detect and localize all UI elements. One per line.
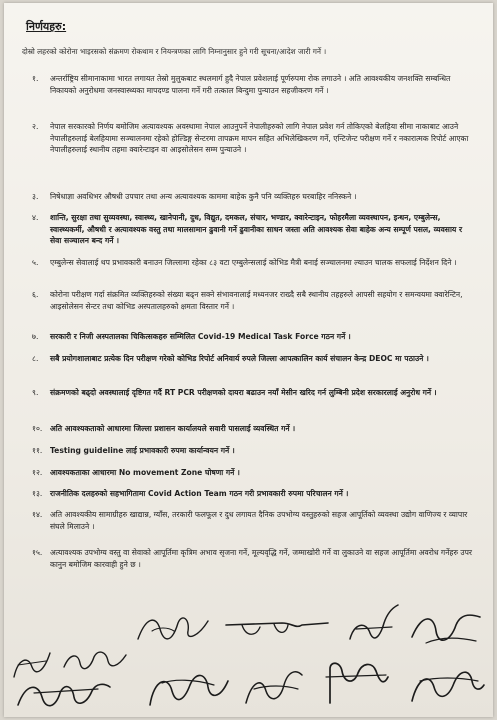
decision-number: १३. [32, 489, 43, 498]
decision-text: अति आवश्यकताको आधारमा जिल्ला प्रशासन कार्यालयले सवारी पासलाई व्यवस्थित गर्ने । [50, 424, 296, 433]
decision-item-6 [32, 289, 476, 312]
intro-paragraph: दोस्रो लहरको कोरोना भाइरसको संक्रमण रोकथाम र नियन्त्रणका लागि निम्नानुसार हुने गरी सूचना/आदेश जारी गर्ने । [22, 47, 327, 56]
decision-number: १५. [32, 548, 43, 557]
decision-number: २. [32, 122, 39, 131]
decision-text: अति आवश्यकीय सामाग्रीहरु खाद्यान्न, ग्याँस, तरकारी फलफूल र दुध लगायत दैनिक उपभोग्य वस्तुहरुको सहज आपूर्तिको व्यवस्था उद्योग वाणिज्य र व्यापार संघले मिलाउने । [50, 510, 468, 531]
decision-text: सरकारी र निजी अस्पतालका चिकित्सकहरु सम्मिलित Covid-19 Medical Task Force गठन गर्ने । [50, 332, 351, 341]
decision-text: एम्बुलेन्स सेवालाई थप प्रभावकारी बनाउन जिल्लामा रहेका ८३ वटा एम्बुलेन्सलाई कोभिड मैत्री बनाई सञ्चालनमा ल्याउन चालक सफलाई निर्देशन दिने । [50, 258, 457, 267]
decision-number: ७. [32, 332, 39, 341]
decision-item-15 [32, 547, 476, 570]
signature-10 [322, 655, 392, 711]
signature-7 [14, 677, 114, 715]
signature-1 [134, 609, 214, 649]
signature-9 [240, 661, 310, 711]
signature-8 [144, 665, 234, 713]
decision-number: १४. [32, 510, 43, 519]
decision-text: नेपाल सरकारको निर्णय बमोजिम अत्यावश्यक अवस्थामा नेपाल आउनुपर्ने नेपालीहरुको लागि नेपाल प्रवेश गर्न तोकिएको बेलहिया सीमा नाकाबाट आउने नेपालीहरुलाई बेलहियामा सञ्चालनमा रहेको होल्डिङ्ग सेन्टरमा तापक्रम मापन सहित अभिलेखिकरण गर्ने, एन्टिजेन्ट परीक्षण गर्ने र नकारात्मक रिपोर्ट आएका नेपालीहरुलाई स्थानीय तहमा क्वारेन्टाइन वा आइसोलेसन सम्म पुन्याउने । [50, 122, 469, 154]
decision-number: ८. [32, 354, 39, 363]
decision-text: Testing guideline लाई प्रभावकारी रुपमा कार्यान्वयन गर्ने । [50, 446, 235, 455]
decision-item-3 [32, 191, 476, 203]
decision-item-7 [32, 331, 476, 343]
decision-number: ९. [32, 388, 39, 397]
decision-number: ११. [32, 446, 43, 455]
decisions-heading: निर्णयहरु: [26, 20, 67, 33]
signature-2 [222, 615, 332, 641]
decision-number: ६. [32, 290, 39, 299]
decision-text: संक्रमणको बढ्दो अवस्थालाई दृष्टिगत गर्दै RT PCR परीक्षणको दायरा बढाउन नयाँ मेसीन खरिद गर्न लुम्बिनी प्रदेश सरकारलाई अनुरोध गर्ने । [50, 388, 437, 397]
decision-item-11 [32, 445, 476, 457]
decision-item-12 [32, 467, 476, 479]
signature-6 [60, 645, 130, 675]
signatures-area [4, 603, 493, 717]
signature-4 [406, 607, 486, 651]
signature-11 [406, 661, 486, 711]
signature-3 [344, 603, 404, 647]
decision-number: ४. [32, 213, 39, 222]
decision-number: १२. [32, 468, 43, 477]
decision-item-2 [32, 121, 476, 156]
decision-text: राजनीतिक दलहरुको सहभागितामा Covid Action Team गठन गरी प्रभावकारी रुपमा परिचालन गर्ने । [50, 489, 349, 498]
decision-item-14 [32, 509, 476, 532]
decision-item-10 [32, 423, 476, 435]
decision-item-9 [32, 387, 476, 399]
decision-text: कोरोना परीक्षण गर्दा संक्रमित व्यक्तिहरुको संख्या बढ्न सक्ने संभावनालाई मध्यनजर राख्दै सबै स्थानीय तहहरुले आपसी सहयोग र समन्वयमा क्वारेन्टिन, आइसोलेसन सेन्टर तथा कोभिड अस्पतालहरुको क्षमता विस्तार गर्ने । [50, 290, 463, 311]
decision-number: १०. [32, 424, 43, 433]
decision-text: सबै प्रयोगशालाबाट प्रत्येक दिन परीक्षण गरेको कोभिड रिपोर्ट अनिवार्य रुपले जिल्ला आपत्कालिन कार्य संचालन केन्द्र DEOC मा पठाउने । [50, 354, 429, 363]
decision-text: निषेधाज्ञा अवधिभर औषधी उपचार तथा अन्य अत्यावश्यक काममा बाहेक कुनै पनि व्यक्तिहरु घरबाहिर ननिस्कने । [50, 192, 357, 201]
decision-item-4 [32, 212, 476, 247]
decision-text: शान्ति, सुरक्षा तथा सुव्यवस्था, स्वास्थ्य, खानेपानी, दुध, विद्युत, दमकल, संचार, भण्डार, क्वारेन्टाइन, फोहरमैला व्यवस्थापन, इन्धन, एम्बुलेन्स, स्वास्थ्यकर्मी, औषधी र अत्यावश्यक वस्तु तथा मालसामान ढुवानी गर्ने ढुवानीका साधन जस्ता अति आवश्यक सेवा बाहेक अन्य सम्पूर्ण पसल, व्यवसाय र सेवा सञ्चालन बन्द गर्ने । [50, 213, 463, 245]
decision-text: अत्यावश्यक उपभोग्य वस्तु वा सेवाको आपूर्तिमा कृत्रिम अभाव सृजना गर्ने, मूल्यवृद्धि गर्ने, जम्माखोरी गर्ने वा लुकाउने वा सहज आपूर्तिमा अवरोध गर्नेहरु उपर कानुन बमोजिम कारवाही हुने छ । [50, 548, 472, 569]
decision-number: १. [32, 74, 39, 83]
decision-item-8 [32, 353, 476, 365]
decision-item-1 [32, 73, 476, 96]
decision-number: ३. [32, 192, 39, 201]
decision-text: अन्तर्राष्ट्रिय सीमानाकामा भारत लगायत तेस्रो मुलुकबाट स्थलमार्ग हुदै नेपाल प्रवेशलाई पूर्णरुपमा रोक लगाउने । अति आवश्यकीय जनशक्ति सम्बन्धित निकायको अनुरोधमा जनस्वास्थ्यका मापदण्ड पालना गर्ने गरी तत्काल बिन्दुमा पुन्याउन सहजीकरण गर्ने । [50, 74, 451, 95]
decision-item-13 [32, 488, 476, 500]
document-page [4, 3, 493, 717]
decision-number: ५. [32, 258, 39, 267]
decision-text: आवश्यकताका आधारमा No movement Zone घोषणा गर्ने । [50, 468, 240, 477]
decision-item-5 [32, 257, 476, 269]
